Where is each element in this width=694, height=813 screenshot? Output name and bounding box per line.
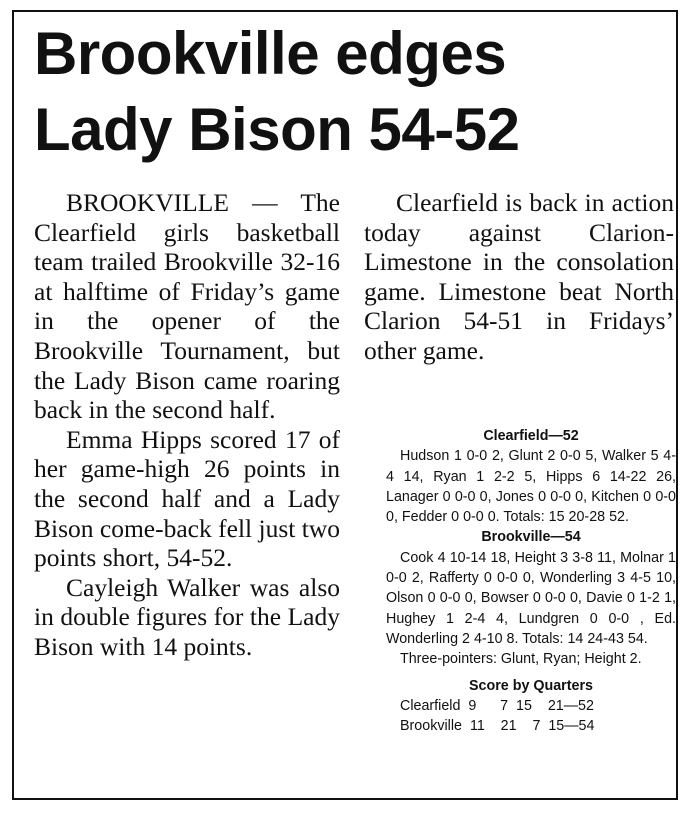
brookville-header: Brookville—54 xyxy=(481,529,581,546)
box-score xyxy=(386,426,676,736)
headline-line-2: Lady Bison 54-52 xyxy=(34,96,520,163)
brookville-stats: Cook 4 10-14 18, Height 3 3-8 11, Molnar 1 0-0 2, Rafferty 0 0-0 0, Wonderling 3 4-5 10, Olson 0 0-0 0, Bowser 0 0-0 0, Davie 0 1-2 1, Hughey 1 2-4 4, Lundgren 0 0-0 , Ed. Wonderling 2 4-10 8. Totals: 14 24-43 54. xyxy=(386,549,676,647)
quarter-row-brookville xyxy=(386,716,676,736)
article-paragraph: BROOKVILLE — The Clearfield girls basketball team trailed Brookville 32-16 at halftime of Friday’s game in the opener of the Brookville Tournament, but the Lady Bison came roaring back in the second half. xyxy=(34,188,340,425)
quarter-team: Clearfield xyxy=(400,697,461,714)
clearfield-stats: Hudson 1 0-0 2, Glunt 2 0-0 5, Walker 5 4-4 14, Ryan 1 2-2 5, Hipps 6 14-22 26, Lanager 0 0-0 0, Jones 0 0-0 0, Kitchen 0 0-0 0, Fedder 0 0-0 0. Totals: 15 20-28 52. xyxy=(386,448,676,526)
quarter-team: Brookville xyxy=(400,718,462,735)
quarter-row-clearfield xyxy=(386,696,676,716)
article-frame xyxy=(12,10,678,800)
three-pointers: Three-pointers: Glunt, Ryan; Height 2. xyxy=(400,651,642,668)
clearfield-header: Clearfield—52 xyxy=(483,428,579,444)
article-paragraph: Cayleigh Walker was also in double figures for the Lady Bison with 14 points. xyxy=(34,572,340,661)
headline-line-1: Brookville edges xyxy=(34,20,507,87)
article-right-column xyxy=(364,188,674,366)
quarters-header: Score by Quarters xyxy=(469,677,593,694)
quarter-scores: 11 21 7 15—54 xyxy=(469,718,595,735)
article-paragraph: Clearfield is back in action today against Clarion-Limestone in the consolation game. Limestone beat North Clarion 54-51 in Fridays’ other game. xyxy=(364,188,674,365)
quarter-scores: 9 7 15 21—52 xyxy=(468,697,594,714)
article-paragraph: Emma Hipps scored 17 of her game-high 26 points in the second half and a Lady Bison come-back fell just two points short, 54-52. xyxy=(34,424,340,573)
article-left-column xyxy=(34,188,340,662)
headline xyxy=(34,16,674,168)
